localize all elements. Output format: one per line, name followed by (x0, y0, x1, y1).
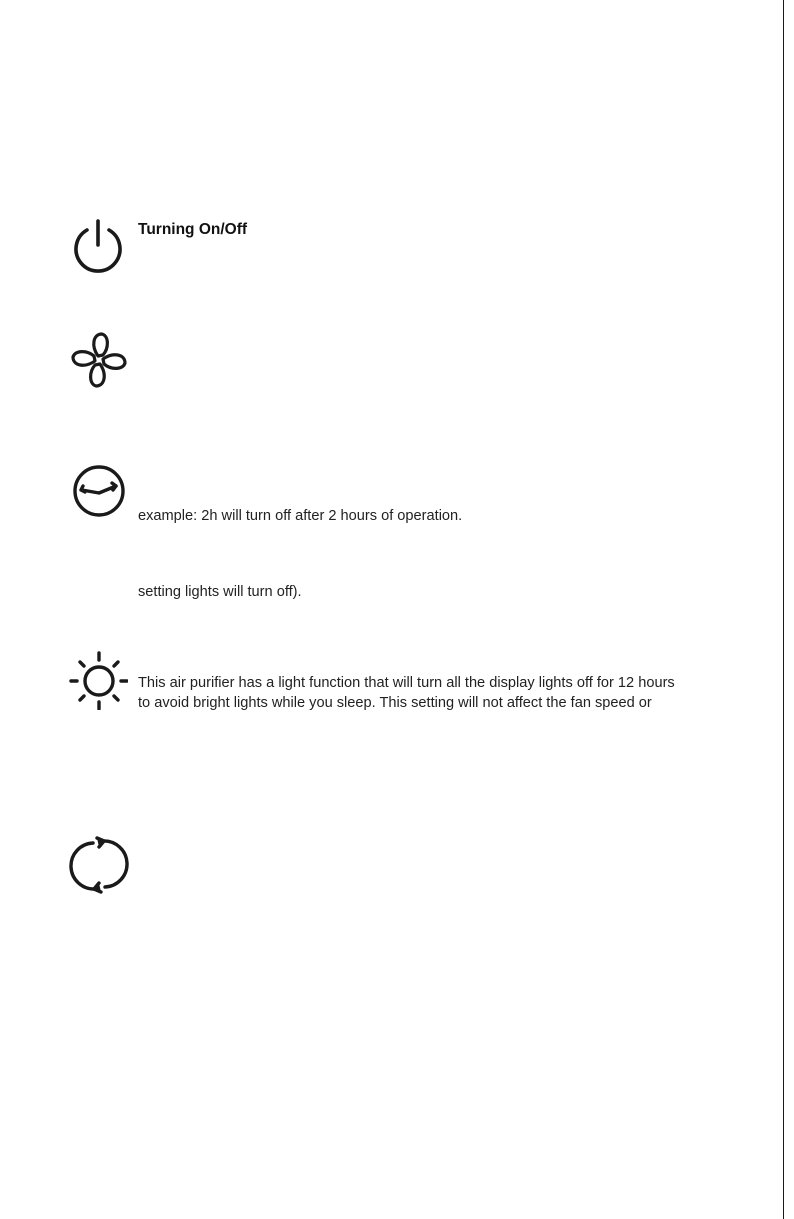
power-icon (68, 215, 128, 275)
timer-lights-text: setting lights will turn off). (138, 584, 302, 600)
power-heading: Turning On/Off (138, 221, 248, 238)
timer-icon (69, 460, 129, 520)
refresh-icon (69, 835, 129, 895)
page-edge-rule (783, 0, 784, 1219)
light-description-line2: to avoid bright lights while you sleep. This setting will not affect the fan speed or (138, 695, 652, 711)
timer-example-text: example: 2h will turn off after 2 hours of operation. (138, 508, 463, 524)
sun-icon (68, 650, 128, 710)
light-description-line1: This air purifier has a light function that will turn all the display lights off for 12 hours (138, 675, 675, 691)
fan-icon (69, 330, 129, 390)
